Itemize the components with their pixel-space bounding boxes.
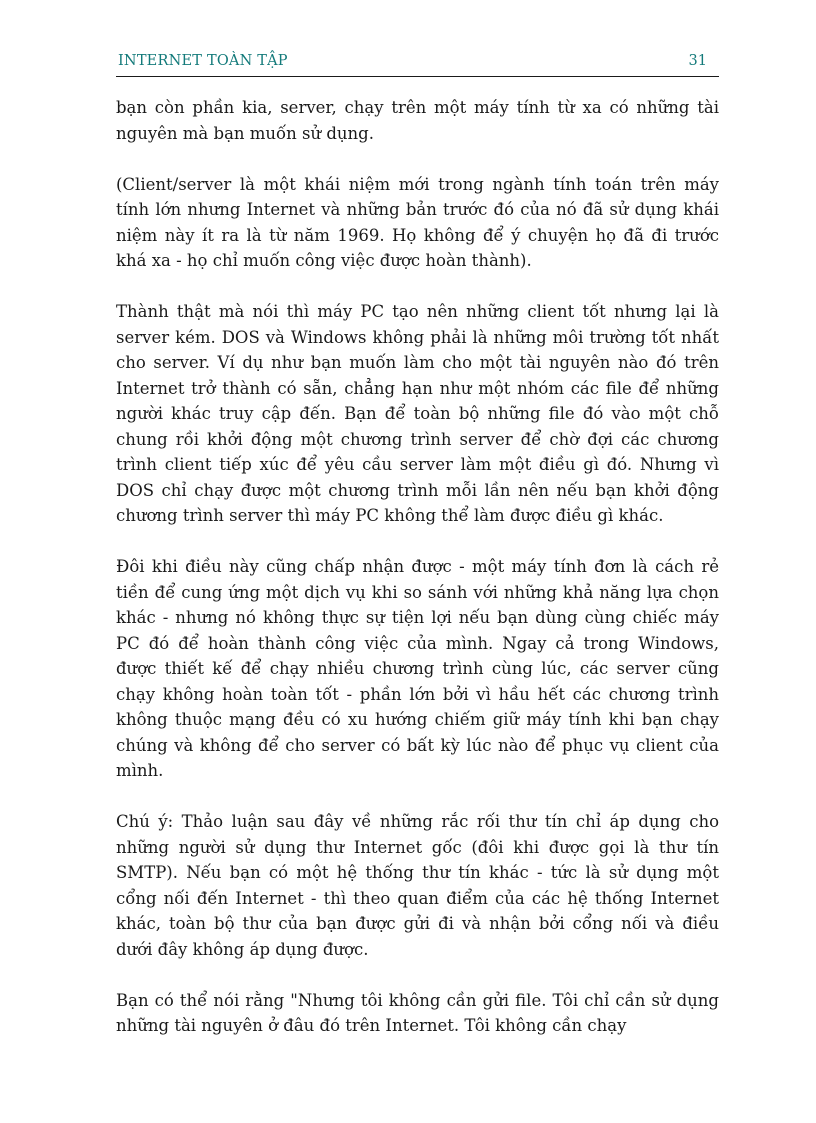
paragraph-mail-note: Chú ý: Thảo luận sau đây về những rắc rối thư tín chỉ áp dụng cho những người sử dụng thư Internet gốc (đôi khi được gọi là thư tín SMTP). Nếu bạn có một hệ thống thư tín khác - tức là sử dụng một cổng nối đến Internet - thì theo quan điểm của các hệ thống Internet khác, toàn bộ thư của bạn được gửi đi và nhận bởi cổng nối và điều dưới đây không áp dụng được. [116, 812, 719, 959]
paragraph-file-question: Bạn có thể nói rằng "Nhưng tôi không cần gửi file. Tôi chỉ cần sử dụng những tài nguyên ở đâu đó trên Internet. Tôi không cần chạy [116, 990, 719, 1035]
body-text [116, 95, 719, 1064]
paragraph-client-server-intro: bạn còn phần kia, server, chạy trên một máy tính từ xa có những tài nguyên mà bạn muốn sử dụng. [116, 98, 719, 143]
page-number: 31 [688, 53, 707, 69]
paragraph-pc-server: Thành thật mà nói thì máy PC tạo nên những client tốt nhưng lại là server kém. DOS và Windows không phải là những môi trường tốt nhất cho server. Ví dụ như bạn muốn làm cho một tài nguyên nào đó trên Internet trở thành có sẵn, chẳng hạn như một nhóm các file để những người khác truy cập đến. Bạn để toàn bộ những file đó vào một chỗ chung rồi khởi động một chương trình server để chờ đợi các chương trình client tiếp xúc để yêu cầu server làm một điều gì đó. Nhưng vì DOS chỉ chạy được một chương trình mỗi lần nên nếu bạn khởi động chương trình server thì máy PC không thể làm được điều gì khác. [116, 302, 719, 525]
running-header [116, 52, 719, 77]
paragraph-single-machine: Đôi khi điều này cũng chấp nhận được - một máy tính đơn là cách rẻ tiền để cung ứng một dịch vụ khi so sánh với những khả năng lựa chọn khác - nhưng nó không thực sự tiện lợi nếu bạn dùng cùng chiếc máy PC đó để hoàn thành công việc của mình. Ngay cả trong Windows, được thiết kế để chạy nhiều chương trình cùng lúc, các server cũng chạy không hoàn toàn tốt - phần lớn bởi vì hầu hết các chương trình không thuộc mạng đều có xu hướng chiếm giữ máy tính khi bạn chạy chúng và không để cho server có bất kỳ lúc nào để phục vụ client của mình. [116, 557, 719, 780]
paragraph-client-server-history: (Client/server là một khái niệm mới trong ngành tính toán trên máy tính lớn nhưng Internet và những bản trước đó của nó đã sử dụng khái niệm này ít ra là từ năm 1969. Họ không để ý chuyện họ đã đi trước khá xa - họ chỉ muốn công việc được hoàn thành). [116, 174, 719, 270]
header-title: INTERNET TOÀN TẬP [118, 53, 288, 69]
